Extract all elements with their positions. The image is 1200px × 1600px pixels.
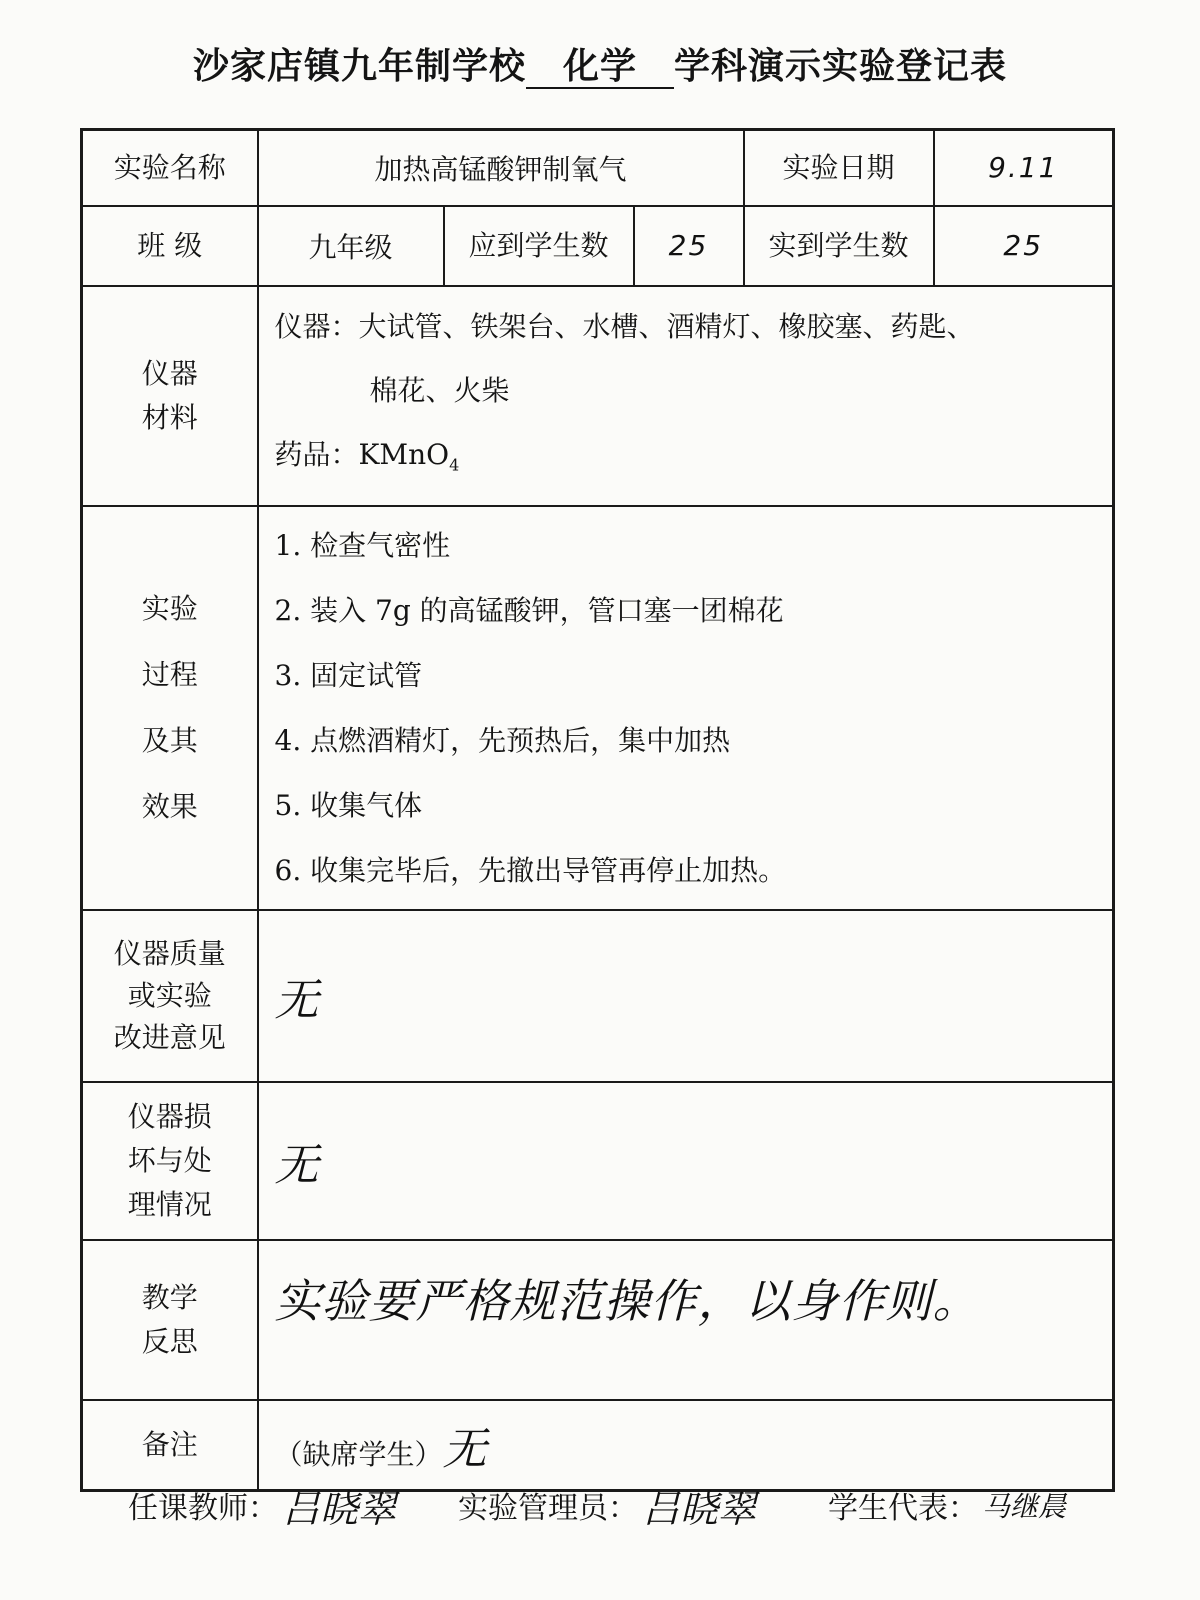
process-label-line1: 实验 [141,592,198,626]
reflection-label-line1: 教学 [141,1281,198,1315]
row-experiment-name [82,130,1114,206]
damage-value-text: 无 [274,1140,319,1192]
class-value: 九年级 [258,206,444,286]
student-rep-signature: 马继晨 [982,1490,1067,1523]
title-suffix: 学科演示实验登记表 [674,46,1008,87]
chemicals-text: 药品：KMnO [274,437,450,471]
row-quality [82,910,1114,1082]
teacher-label: 任课教师： [128,1491,278,1526]
class-label: 班 级 [82,206,258,286]
materials-label-line2: 材料 [141,400,198,434]
materials-content [258,286,1114,507]
subject-field: 化学 [526,47,674,89]
teacher-signature-block [128,1478,458,1533]
quality-label [82,910,258,1082]
student-rep-label: 学生代表： [828,1491,978,1526]
chemicals-subscript: 4 [449,455,460,475]
teacher-signature: 吕晓翠 [282,1486,397,1531]
title-prefix: 沙家店镇九年制学校 [192,46,526,87]
experiment-date-value: 9.11 [934,130,1114,206]
process-step: 4. 点燃酒精灯，先预热后，集中加热 [274,724,731,758]
expected-students-value: 25 [634,206,744,286]
quality-value [258,910,1114,1082]
reflection-label [82,1240,258,1400]
reflection-label-line2: 反思 [141,1325,198,1359]
reflection-value [258,1240,1114,1400]
process-step: 1. 检查气密性 [274,529,451,563]
damage-label-line2: 坏与处 [127,1144,212,1178]
reflection-value-text: 实验要严格规范操作，以身作则。 [274,1274,980,1329]
process-step: 3. 固定试管 [274,659,423,693]
actual-students-value: 25 [934,206,1114,286]
damage-label-line1: 仪器损 [127,1100,212,1134]
remarks-prefix: （缺席学生） [274,1437,443,1471]
actual-students-label: 实到学生数 [744,206,934,286]
damage-label [82,1082,258,1240]
experiment-table [80,128,1115,1492]
process-label-line2: 过程 [141,658,198,692]
experiment-name-label: 实验名称 [82,130,258,206]
row-process [82,506,1114,910]
remarks-label: 备注 [82,1400,258,1490]
remarks-value-text: 无 [442,1423,487,1475]
row-materials [82,286,1114,507]
expected-students-label: 应到学生数 [444,206,634,286]
signature-footer [128,1470,1128,1540]
form-title [0,38,1200,89]
damage-label-line3: 理情况 [127,1188,212,1222]
experiment-name-value: 加热高锰酸钾制氧气 [258,130,744,206]
quality-label-line3: 改进意见 [113,1021,226,1055]
process-step: 6. 收集完毕后，先撤出导管再停止加热。 [274,854,787,888]
chemicals-line [275,423,1097,498]
materials-label [82,286,258,507]
student-rep-signature-block [828,1483,1066,1527]
row-reflection [82,1240,1114,1400]
process-label-line4: 效果 [141,790,198,824]
admin-signature: 吕晓翠 [642,1486,757,1531]
row-damage [82,1082,1114,1240]
quality-label-line2: 或实验 [127,979,212,1013]
admin-label: 实验管理员： [458,1491,638,1526]
admin-signature-block [458,1478,828,1533]
instruments-line2: 棉花、火柴 [369,373,510,407]
quality-label-line1: 仪器质量 [113,937,226,971]
materials-label-line1: 仪器 [141,357,198,391]
experiment-date-label: 实验日期 [744,130,934,206]
damage-value [258,1082,1114,1240]
quality-value-text: 无 [274,975,319,1027]
process-steps [258,506,1114,910]
instruments-line1: 仪器：大试管、铁架台、水槽、酒精灯、橡胶塞、药匙、 [274,309,975,343]
process-label [82,506,258,910]
process-step: 5. 收集气体 [274,789,423,823]
process-label-line3: 及其 [141,724,198,758]
process-step: 2. 装入 7g 的高锰酸钾，管口塞一团棉花 [274,594,784,628]
row-class [82,206,1114,286]
